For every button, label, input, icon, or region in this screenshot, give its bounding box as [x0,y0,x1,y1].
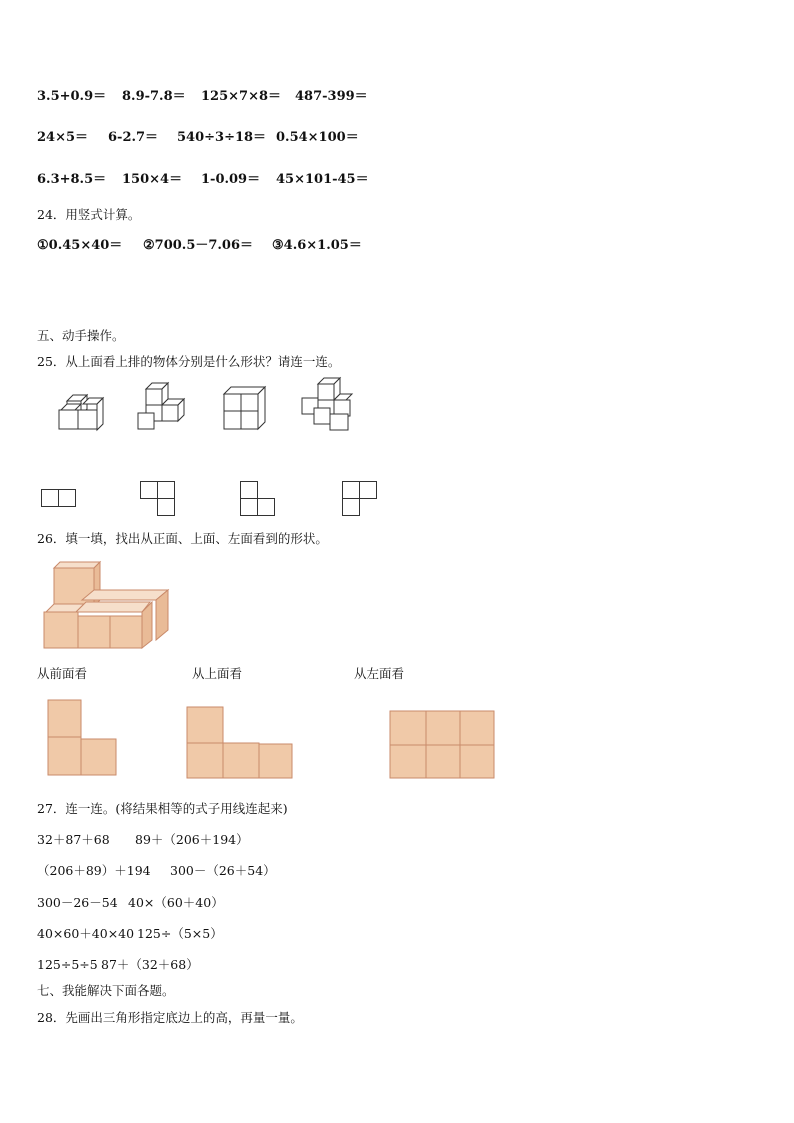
q27-right-expr: 87＋（32＋68） [101,957,199,972]
expr: 125×7×8＝ [201,89,282,104]
q26-top-view [186,706,294,780]
q26-cube-figure [42,560,172,652]
q27-left-expr: 32＋87＋68 [37,832,110,847]
section-7-heading: 七、我能解决下面各题。 [37,983,175,998]
q24-item-2: ②700.5－7.06＝ [143,238,254,253]
question-25-title: 25．从上面看上排的物体分别是什么形状？请连一连。 [37,354,341,369]
expr: 1-0.09＝ [201,172,261,187]
q27-right-expr: 125÷（5×5） [137,926,223,941]
q27-right-expr: 40×（60＋40） [128,895,224,910]
q27-right-expr: 300－（26＋54） [170,863,276,878]
expr: 45×101-45＝ [276,172,369,187]
expr: 487-399＝ [295,89,368,104]
question-28-title: 28．先画出三角形指定底边上的高，再量一量。 [37,1010,303,1025]
q25-object-2 [136,383,188,435]
q24-item-3: ③4.6×1.05＝ [272,238,362,253]
q25-top-view-2 [140,481,176,517]
expr: 3.5+0.9＝ [37,89,107,104]
question-24-title: 24．用竖式计算。 [37,207,141,222]
q25-object-1 [55,395,105,435]
q24-item-1: ①0.45×40＝ [37,238,123,253]
q27-left-expr: 40×60＋40×40 [37,926,135,941]
q27-left-expr: （206＋89）＋194 [37,863,151,878]
q25-object-3 [222,387,268,433]
q25-object-4 [300,378,356,434]
view-label-top: 从上面看 [192,666,243,681]
expr: 150×4＝ [122,172,183,187]
q25-top-view-3 [240,481,276,517]
question-27-title: 27．连一连。(将结果相等的式子用线连起来) [37,801,288,816]
view-label-front: 从前面看 [37,666,88,681]
expr: 6-2.7＝ [108,130,159,145]
q25-top-view-1 [41,489,77,509]
expr: 6.3+8.5＝ [37,172,107,187]
expr: 8.9-7.8＝ [122,89,186,104]
question-26-title: 26．填一填，找出从正面、上面、左面看到的形状。 [37,531,328,546]
q27-left-expr: 125÷5÷5 [37,957,98,972]
q27-left-expr: 300－26－54 [37,895,118,910]
expr: 540÷3÷18＝ [177,130,267,145]
q27-right-expr: 89＋（206＋194） [135,832,249,847]
q26-left-view [389,710,497,780]
view-label-left: 从左面看 [354,666,405,681]
expr: 0.54×100＝ [276,130,359,145]
q25-top-view-4 [342,481,378,517]
q26-front-view [46,699,118,777]
expr: 24×5＝ [37,130,89,145]
section-5-heading: 五、动手操作。 [37,328,125,343]
